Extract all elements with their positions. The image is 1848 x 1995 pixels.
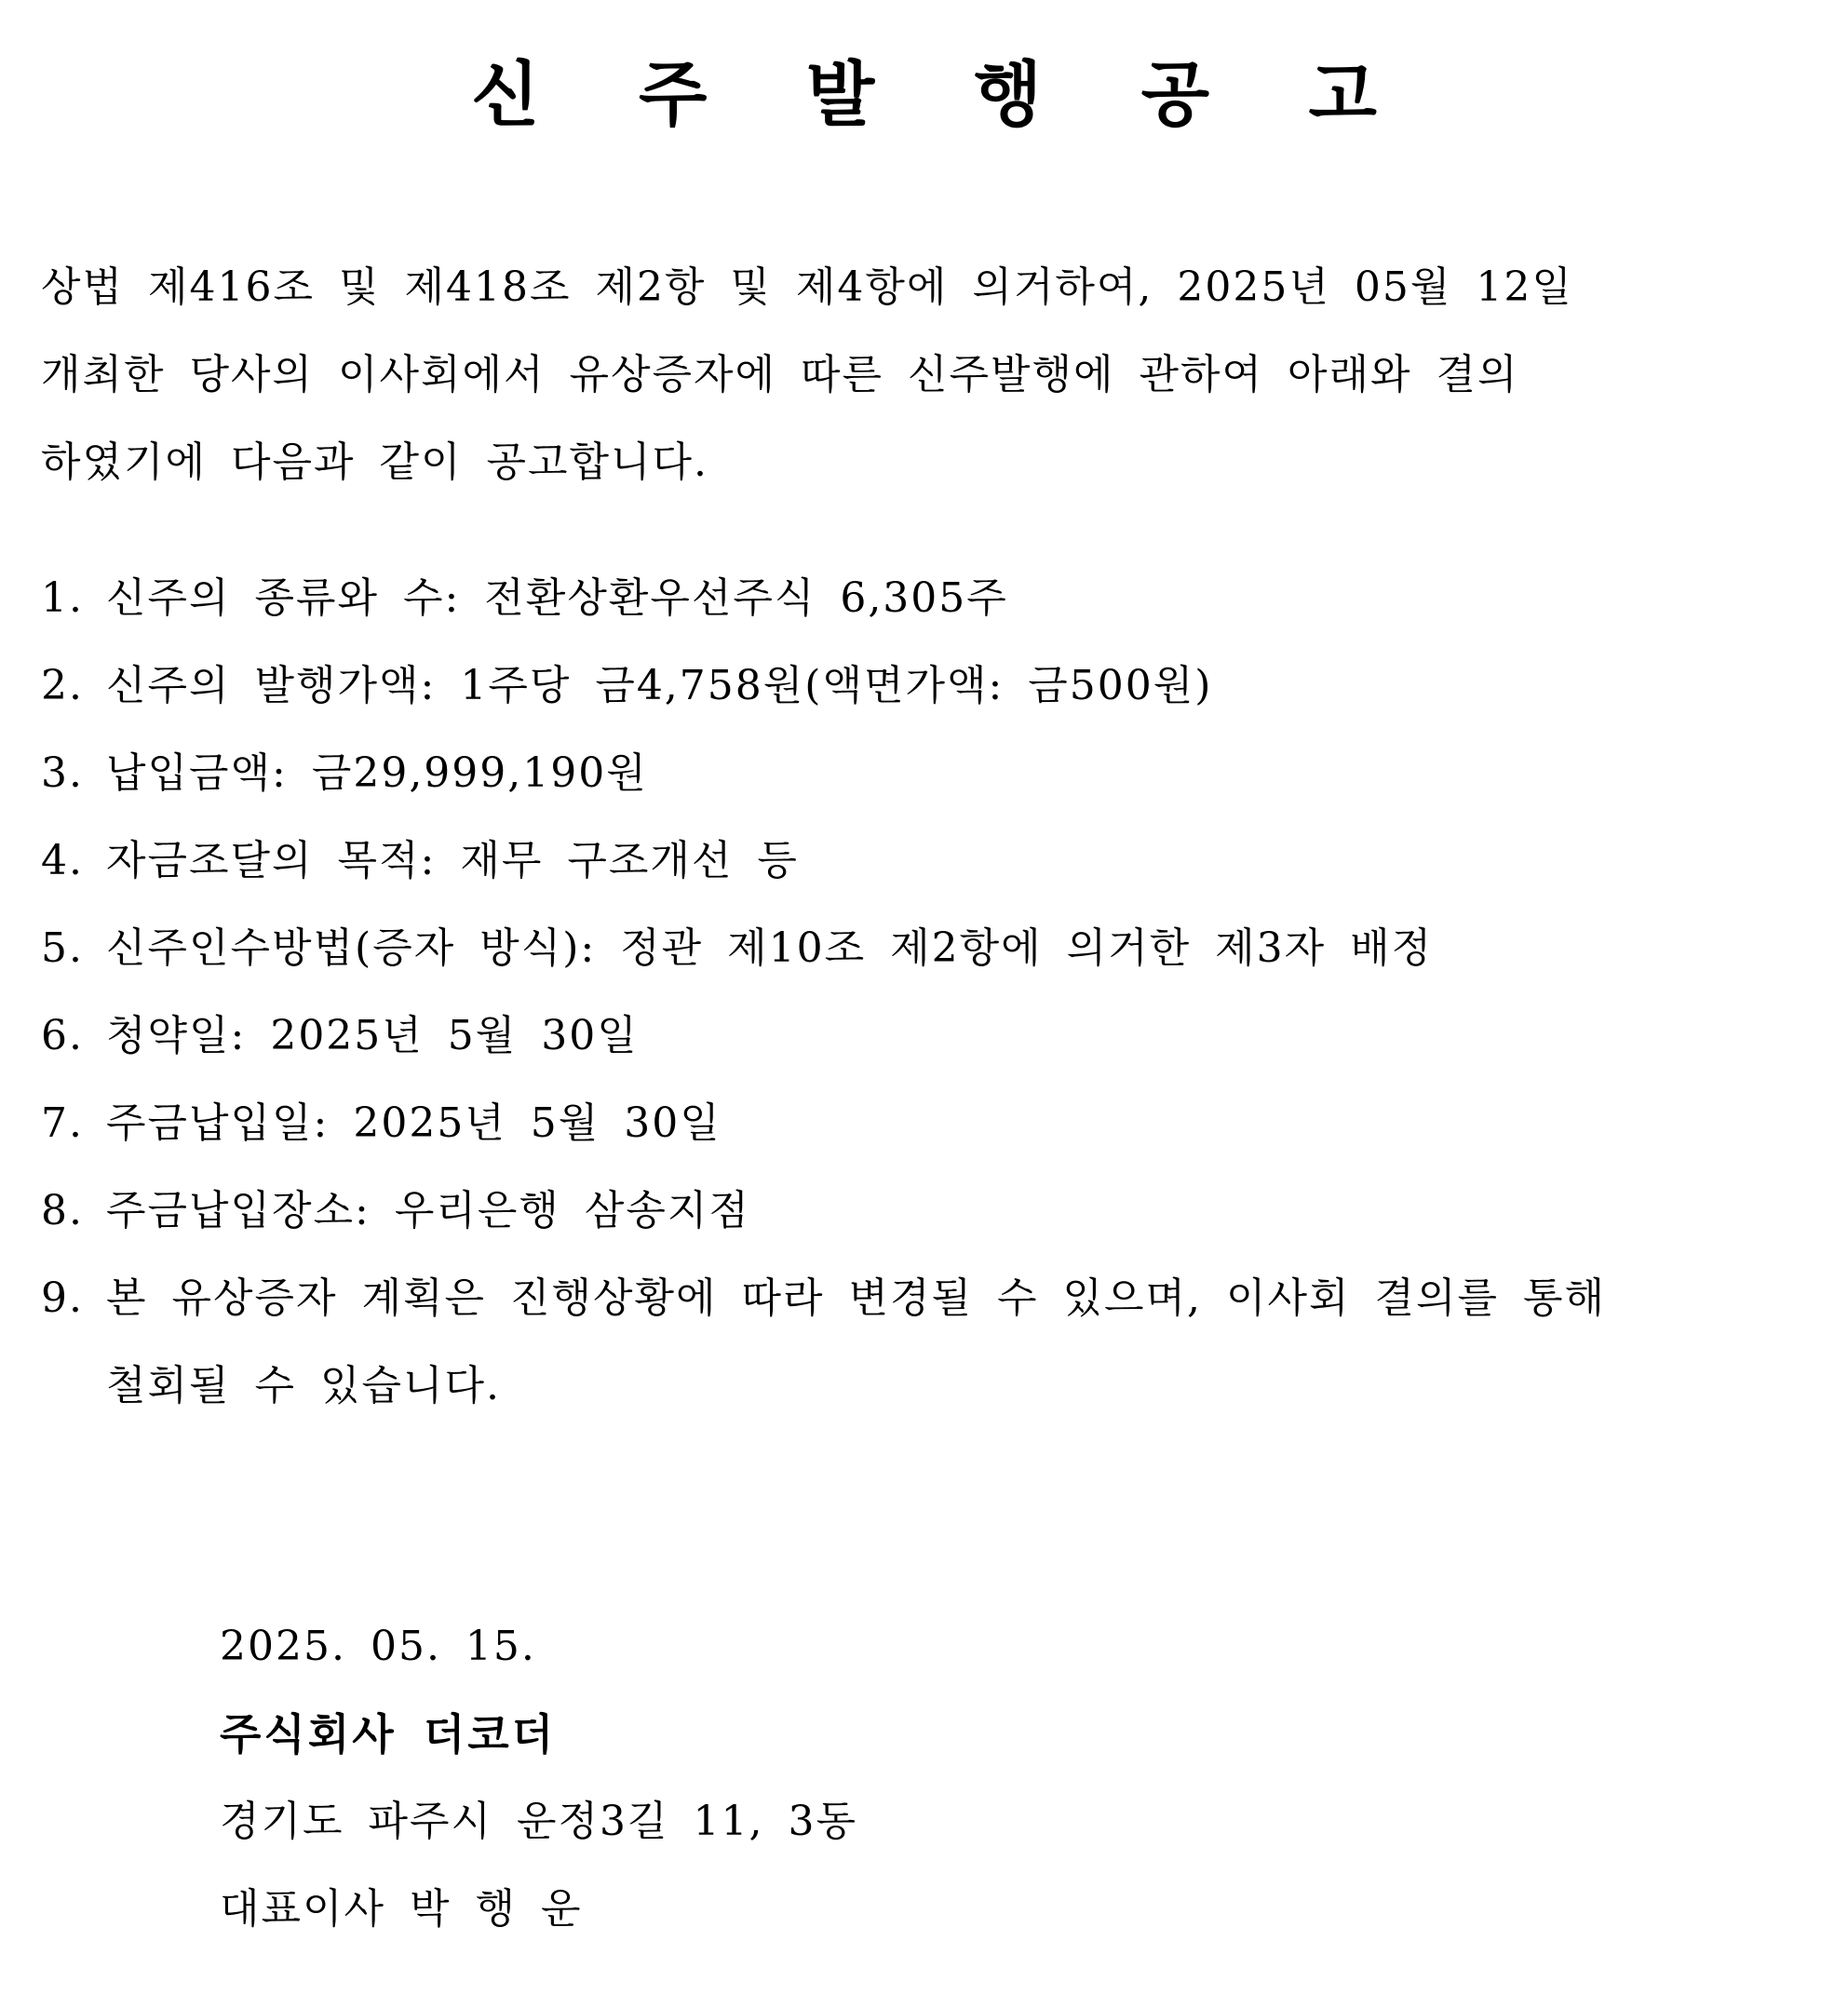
intro-line-1: 상법 제416조 및 제418조 제2항 및 제4항에 의거하여, 2025년 05월 12일 <box>41 263 1573 311</box>
item-number: 1. <box>41 574 84 622</box>
item-number: 8. <box>41 1187 84 1234</box>
item-text: 본 유상증자 계획은 진행상황에 따라 변경될 수 있으며, 이사회 결의를 통해 <box>106 1274 1606 1322</box>
list-item <box>41 1080 1791 1167</box>
notice-title: 신 주 발 행 공 고 <box>471 53 1414 136</box>
item-text: 주금납입일: 2025년 5월 30일 <box>106 1099 722 1147</box>
company-name: 주식회사 더코더 <box>220 1709 557 1759</box>
item-text: 자금조달의 목적: 재무 구조개선 등 <box>106 837 799 884</box>
list-item <box>41 642 1791 730</box>
list-item <box>41 730 1791 817</box>
item-number: 9. <box>41 1274 84 1322</box>
company-address: 경기도 파주시 운정3길 11, 3동 <box>220 1798 857 1845</box>
intro-line-2: 개최한 당사의 이사회에서 유상증자에 따른 신주발행에 관하여 아래와 결의 <box>41 351 1519 398</box>
item-number: 3. <box>41 749 84 797</box>
list-item <box>41 1255 1791 1430</box>
list-item <box>41 905 1791 992</box>
item-number: 2. <box>41 662 84 709</box>
ceo-name: 대표이사 박 행 운 <box>220 1885 583 1933</box>
item-text: 신주의 종류와 수: 전환상환우선주식 6,305주 <box>106 574 1008 622</box>
intro-line-3: 하였기에 다음과 같이 공고합니다. <box>41 438 708 486</box>
item-text-block <box>106 1255 1791 1430</box>
list-item <box>41 817 1791 905</box>
item-text: 신주인수방법(증자 방식): 정관 제10조 제2항에 의거한 제3자 배정 <box>106 924 1434 972</box>
item-text-continued: 철회될 수 있습니다. <box>106 1362 501 1409</box>
notice-items-list <box>41 555 1791 1430</box>
list-item <box>41 992 1791 1080</box>
list-item <box>41 1167 1791 1255</box>
item-number: 4. <box>41 837 84 884</box>
item-number: 5. <box>41 924 84 972</box>
item-text: 납입금액: 금29,999,190원 <box>106 749 648 797</box>
item-number: 6. <box>41 1012 84 1059</box>
item-text: 주금납입장소: 우리은행 삼송지점 <box>106 1187 750 1234</box>
item-number: 7. <box>41 1099 84 1147</box>
notice-date: 2025. 05. 15. <box>220 1623 536 1670</box>
notice-footer <box>220 1603 1523 1953</box>
item-text: 청약일: 2025년 5월 30일 <box>106 1012 639 1059</box>
item-text: 신주의 발행가액: 1주당 금4,758원(액면가액: 금500원) <box>106 662 1213 709</box>
list-item <box>41 555 1791 642</box>
intro-paragraph <box>41 244 1735 506</box>
